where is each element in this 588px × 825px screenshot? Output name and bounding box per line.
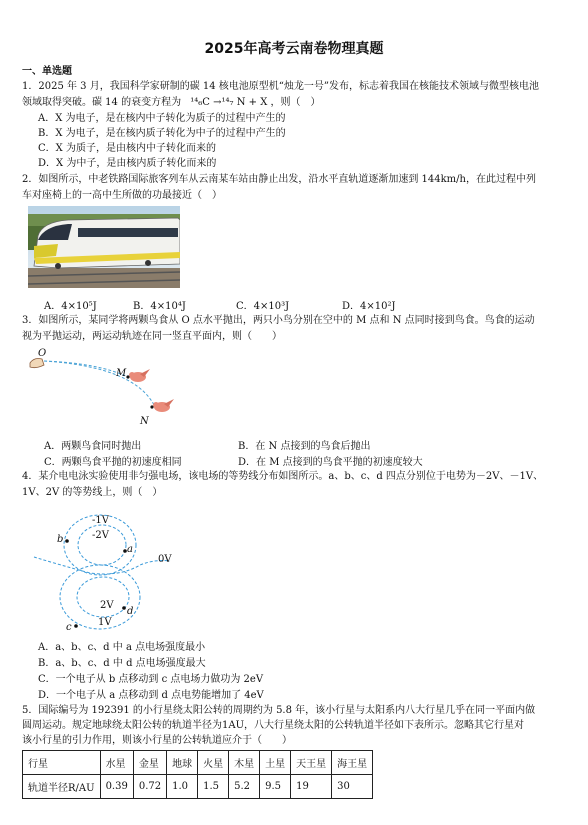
label-b: b	[57, 534, 64, 545]
table-header-row	[23, 751, 373, 775]
q1-line2a: 领域取得突破。碳 14 的衰变方程为	[22, 97, 182, 108]
q3-option-a[interactable]: A．两颗鸟食同时抛出	[44, 441, 142, 452]
table-cell: 1.0	[167, 775, 198, 799]
bird-feeding-figure	[28, 347, 188, 427]
q2-option-c[interactable]: C．4×10³J	[236, 301, 290, 312]
q1-option-b[interactable]: B．X 为电子，是在核内质子转化为中子的过程中产生的	[38, 128, 286, 139]
q1-option-c[interactable]: C．X 为质子，是由核内中子转化而来的	[38, 143, 216, 154]
planet-radius-table	[22, 750, 373, 799]
q5-line3: 该小行星的引力作用，则该小行星的公转轨道应介于（ ）	[22, 735, 292, 746]
q1-line2	[22, 96, 321, 109]
q1-option-a[interactable]: A．X 为电子，是在核内中子转化为质子的过程中产生的	[38, 113, 286, 124]
table-cell: 天王星	[291, 751, 332, 775]
table-cell: 火星	[198, 751, 229, 775]
bird-m-icon	[129, 369, 150, 382]
label-1v: 1V	[98, 617, 112, 628]
table-cell: 水星	[100, 751, 133, 775]
label-o: O	[38, 348, 47, 359]
table-cell: 9.5	[260, 775, 291, 799]
point-m	[126, 375, 129, 378]
q2-option-a[interactable]: A．4×10⁵J	[44, 301, 97, 312]
q1-line1: 1．2025 年 3 月，我国科学家研制的碳 14 核电池原型机“烛龙一号”发布，标志着我国在核能技术领域与微型核电池	[22, 81, 540, 92]
table-cell: 1.5	[198, 775, 229, 799]
equipotential-figure	[30, 505, 200, 635]
q5-line1: 5．国际编号为 192391 的小行星绕太阳公转的周期约为 5.8 年，该小行星与太阳系内八大行星几乎在同一平面内做	[22, 705, 536, 716]
q2-line2: 车对座椅上的一高中生所做的功最接近（ ）	[22, 190, 222, 201]
label-minus1v: -1V	[92, 515, 109, 526]
q2-line1: 2．如图所示，中老铁路国际旅客列车从云南某车站由静止出发，沿水平直轨道逐渐加速到 144km/h，在此过程中列	[22, 174, 536, 185]
q1-option-d[interactable]: D．X 为中子，是由核内质子转化而来的	[38, 158, 217, 169]
label-2v: 2V	[100, 600, 114, 611]
q4-line2: 1V、2V 的等势线上，则（ ）	[22, 487, 163, 498]
hand-icon	[30, 359, 44, 368]
equipotential-p2	[77, 577, 129, 617]
q3-option-b[interactable]: B．在 N 点接到的鸟食后抛出	[238, 441, 371, 452]
q4-option-c[interactable]: C．一个电子从 b 点移动到 c 点电场力做功为 2eV	[38, 674, 264, 685]
q2-option-d[interactable]: D．4×10²J	[342, 301, 396, 312]
table-cell: 19	[291, 775, 332, 799]
q2-option-b[interactable]: B．4×10⁴J	[133, 301, 186, 312]
table-cell: 地球	[167, 751, 198, 775]
q4-line1: 4．某介电电泳实验使用非匀强电场，该电场的等势线分布如图所示。a、b、c、d 四点分别位于电势为－2V、－1V、	[22, 471, 544, 482]
q4-option-a[interactable]: A．a、b、c、d 中 a 点电场强度最小	[38, 642, 206, 653]
label-d: d	[127, 606, 134, 617]
table-cell: 木星	[229, 751, 260, 775]
point-d	[122, 606, 126, 610]
table-cell: 0.72	[133, 775, 166, 799]
label-0v: 0V	[158, 554, 172, 565]
label-minus2v: -2V	[92, 530, 109, 541]
table-cell: 30	[332, 775, 373, 799]
q1-line2b: ，则（ ）	[270, 97, 321, 108]
q1-equation: ¹⁴₆C →¹⁴₇ N + X	[190, 97, 268, 108]
point-n	[150, 405, 153, 408]
table-cell: 5.2	[229, 775, 260, 799]
point-c	[74, 624, 78, 628]
q5-line2: 圆周运动。规定地球绕太阳公转的轨道半径为1AU，八大行星绕太阳的公转轨道半径如下表所示。忽略其它行星对	[22, 720, 525, 731]
q3-line2: 视为平抛运动，两运动轨迹在同一竖直平面内，则（ ）	[22, 331, 282, 342]
train-photo	[28, 206, 180, 288]
label-n: N	[140, 416, 149, 427]
q4-option-b[interactable]: B．a、b、c、d 中 d 点电场强度最大	[38, 658, 206, 669]
label-m: M	[116, 368, 127, 379]
q3-option-c[interactable]: C．两颗鸟食平抛的初速度相同	[44, 457, 182, 468]
table-cell: 海王星	[332, 751, 373, 775]
page-title: 2025年高考云南卷物理真题	[204, 41, 384, 57]
table-cell: 0.39	[100, 775, 133, 799]
section-heading: 一、单选题	[22, 66, 72, 77]
q3-option-d[interactable]: D．在 M 点接到的鸟食平抛的初速度较大	[238, 457, 423, 468]
point-b	[65, 539, 69, 543]
table-cell: 金星	[133, 751, 166, 775]
label-a: a	[127, 544, 133, 555]
table-row	[23, 775, 373, 799]
table-cell: 轨道半径R/AU	[23, 775, 101, 799]
bird-n-icon	[153, 399, 174, 412]
q3-line1: 3．如图所示，某同学将两颗鸟食从 O 点水平抛出，两只小鸟分别在空中的 M 点和 N 点同时接到鸟食。鸟食的运动	[22, 315, 535, 326]
label-c: c	[66, 622, 72, 633]
table-cell: 土星	[260, 751, 291, 775]
table-cell: 行星	[23, 751, 101, 775]
trajectory-n	[44, 361, 156, 409]
q4-option-d[interactable]: D．一个电子从 a 点移动到 d 点电势能增加了 4eV	[38, 690, 264, 701]
